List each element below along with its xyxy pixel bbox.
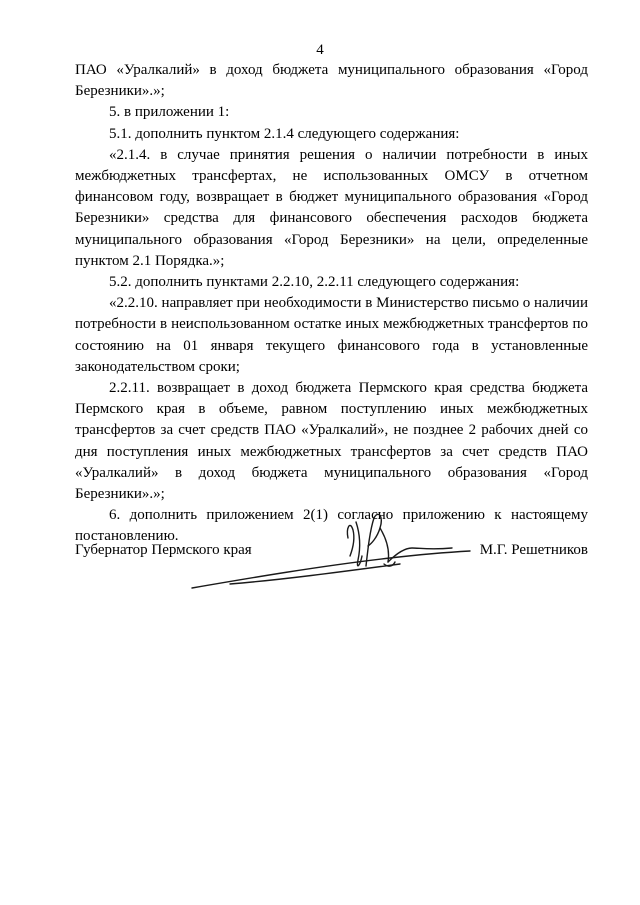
- signer-name: М.Г. Решетников: [479, 542, 588, 558]
- paragraph-item-5-2: 5.2. дополнить пунктами 2.2.10, 2.2.11 следующего содержания:: [109, 274, 520, 291]
- paragraph-item-5-1: 5.1. дополнить пунктом 2.1.4 следующего содержания:: [109, 125, 460, 142]
- paragraph-clause-2-2-10: «2.2.10. направляет при необходимости в Министерство письмо о наличии потребности в неиспользованном остатке иных межбюджетных трансфертов по состоянию на 01 января текущего финансового года в установленные законодательством сроки;: [75, 295, 588, 375]
- signature-block: [75, 540, 588, 564]
- page-number: 4: [316, 42, 324, 58]
- document-body: [75, 60, 588, 548]
- signer-position: Губернатор Пермского края: [75, 542, 252, 558]
- paragraph-continuation: ПАО «Уралкалий» в доход бюджета муниципального образования «Город Березники».»;: [75, 62, 588, 100]
- paragraph-clause-2-1-4: «2.1.4. в случае принятия решения о наличии потребности в иных межбюджетных трансфертах, не использованных ОМСУ в отчетном финансовом году, возвращает в бюджет муниципального образования «Город Березники» средства для финансового обеспечения расходов бюджета муниципального образования «Город Березники» на цели, определенные пунктом 2.1 Порядка.»;: [75, 146, 588, 269]
- paragraph-item-6: 6. дополнить приложением 2(1) согласно приложению к настоящему постановлению.: [75, 507, 588, 545]
- paragraph-clause-2-2-11: 2.2.11. возвращает в доход бюджета Пермского края средства бюджета Пермского края в объеме, равном поступлению иных межбюджетных трансфертов за счет средств ПАО «Уралкалий», не позднее 2 рабочих дней со дня поступления иных межбюджетных трансфертов за счет средств ПАО «Уралкалий» в доход бюджета муниципального образования «Город Березники».»;: [75, 380, 588, 503]
- paragraph-item-5: 5. в приложении 1:: [109, 104, 230, 121]
